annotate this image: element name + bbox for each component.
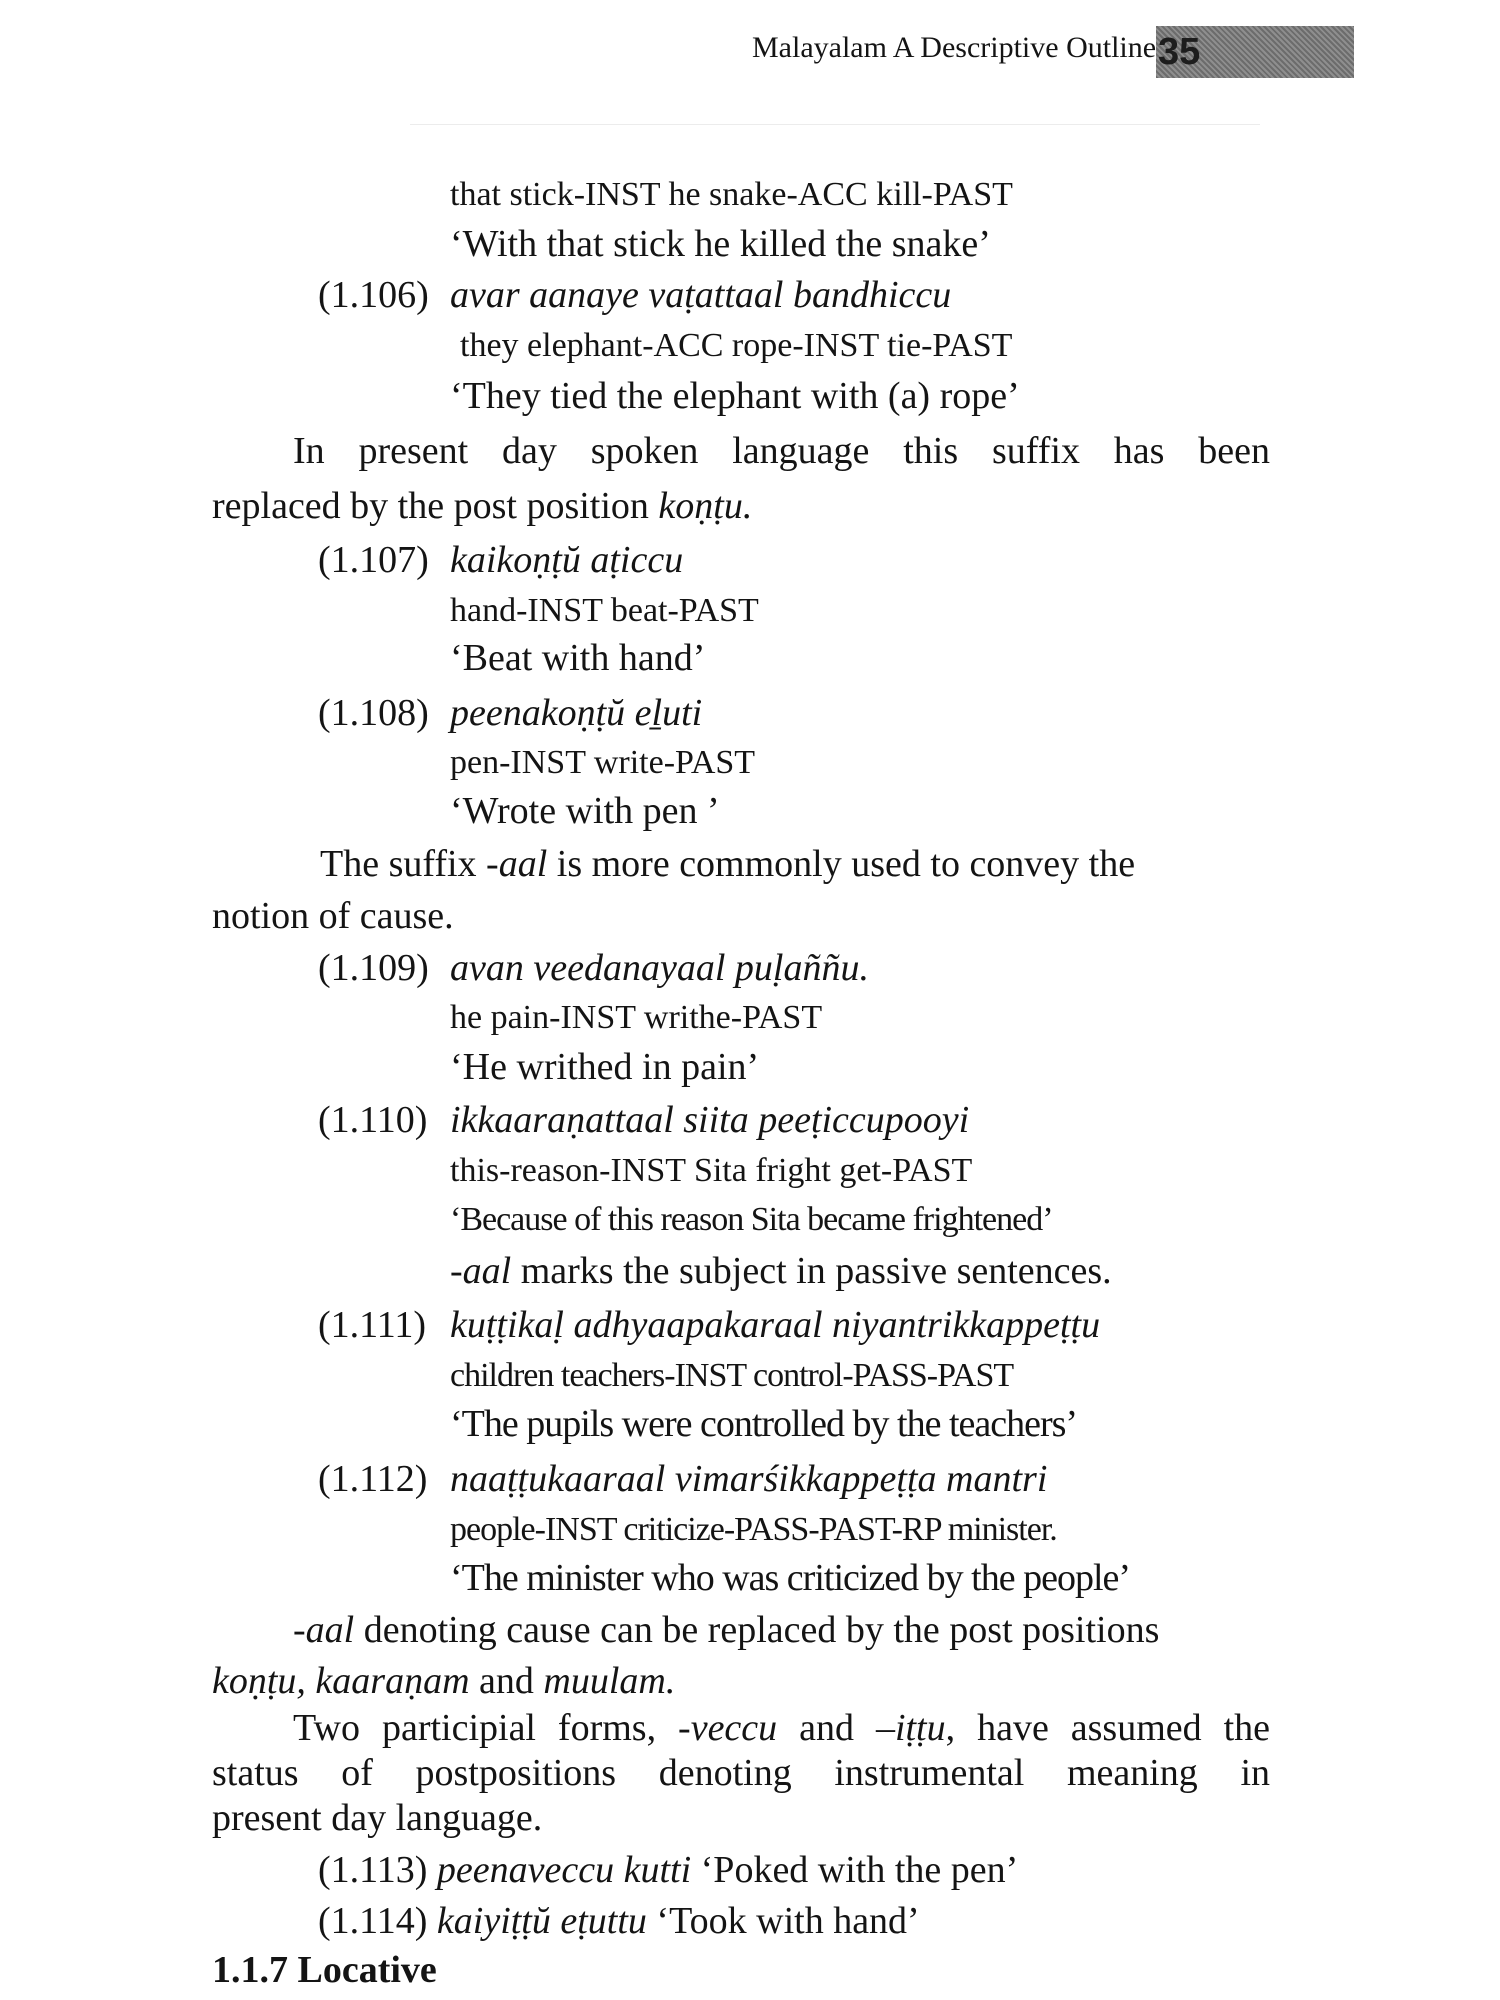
example-text-106: avar aanaye vaṭattaal bandhiccu	[450, 274, 952, 316]
example-text-107: kaikoṇṭŭ aṭiccu	[450, 539, 684, 581]
gloss-line-107: hand-INST beat-PAST	[450, 592, 759, 629]
italic-term: muulam.	[543, 1660, 676, 1702]
header-divider	[410, 124, 1260, 125]
note-line	[450, 1248, 1112, 1294]
example-text-110: ikkaaraṇattaal siita peeṭiccupooyi	[450, 1099, 970, 1141]
section-heading: 1.1.7 Locative	[212, 1949, 437, 1991]
example-text-114: kaiyiṭṭŭ eṭuttu	[436, 1900, 647, 1942]
paragraph-text: and	[777, 1707, 876, 1749]
example-text-109: avan veedanayaal puḷaññu.	[450, 947, 869, 989]
translation-108: ‘Wrote with pen ’	[450, 790, 720, 832]
example-number-110: (1.110)	[318, 1099, 428, 1141]
italic-term: -aal	[450, 1250, 512, 1292]
gloss-line-112: people-INST criticize-PASS-PAST-RP minister.	[450, 1511, 1057, 1548]
paragraph-line	[212, 1658, 675, 1704]
gloss-line-106: they elephant-ACC rope-INST tie-PAST	[460, 327, 1013, 364]
paragraph-text: and	[469, 1660, 544, 1702]
example-number-114: (1.114)	[318, 1900, 428, 1942]
example-text-113: peenaveccu kutti	[436, 1849, 692, 1891]
paragraph-line: notion of cause.	[212, 895, 454, 937]
example-number-111: (1.111)	[318, 1304, 426, 1346]
gloss-line-108: pen-INST write-PAST	[450, 744, 756, 781]
paragraph-text: is more commonly used to convey the	[547, 843, 1136, 885]
italic-term: koṇṭu, kaaraṇam	[212, 1660, 470, 1702]
translation-113: ‘Poked with the pen’	[691, 1849, 1019, 1891]
paragraph-text: Two participial forms,	[293, 1707, 679, 1749]
running-header-title: Malayalam A Descriptive Outline	[752, 31, 1157, 64]
example-number-112: (1.112)	[318, 1458, 428, 1500]
paragraph-text: replaced by the post position	[212, 485, 659, 527]
gloss-line-110: this-reason-INST Sita fright get-PAST	[450, 1152, 973, 1189]
paragraph-text: , have assumed the	[945, 1707, 1270, 1749]
translation-106: ‘They tied the elephant with (a) rope’	[450, 375, 1020, 417]
example-text-111: kuṭṭikaḷ adhyaapakaraal niyantrikkappeṭṭu	[450, 1304, 1101, 1346]
italic-term: -aal	[486, 843, 548, 885]
example-number-113: (1.113)	[318, 1849, 428, 1891]
italic-term: –iṭṭu	[875, 1707, 946, 1749]
translation-107: ‘Beat with hand’	[450, 637, 706, 679]
example-line-113	[318, 1847, 1018, 1893]
gloss-line-105: that stick-INST he snake-ACC kill-PAST	[450, 176, 1013, 213]
paragraph-text: denoting cause can be replaced by the post positions	[354, 1609, 1160, 1651]
translation-111: ‘The pupils were controlled by the teachers’	[450, 1403, 1078, 1445]
example-text-108: peenakoṇṭŭ eḻuti	[450, 692, 703, 734]
italic-term: -veccu	[678, 1707, 778, 1749]
paragraph-line: status of postpositions denoting instrumental meaning in	[212, 1752, 1270, 1794]
paragraph-line	[293, 1607, 1159, 1653]
example-number-107: (1.107)	[318, 539, 429, 581]
example-text-112: naaṭṭukaaraal vimarśikkappeṭṭa mantri	[450, 1458, 1048, 1500]
gloss-line-111: children teachers-INST control-PASS-PAST	[450, 1357, 1014, 1394]
page-number-badge: 35	[1156, 26, 1354, 78]
example-number-106: (1.106)	[318, 274, 429, 316]
translation-114: ‘Took with hand’	[646, 1900, 920, 1942]
paragraph-line	[212, 483, 752, 529]
note-text: marks the subject in passive sentences.	[511, 1250, 1112, 1292]
translation-109: ‘He writhed in pain’	[450, 1046, 760, 1088]
example-line-114	[318, 1898, 920, 1944]
translation-110: ‘Because of this reason Sita became frightened’	[450, 1201, 1053, 1238]
example-number-109: (1.109)	[318, 947, 429, 989]
paragraph-line	[320, 841, 1135, 887]
translation-112: ‘The minister who was criticized by the people’	[450, 1557, 1131, 1599]
paragraph-line: present day language.	[212, 1797, 543, 1839]
paragraph-text: The suffix	[320, 843, 487, 885]
italic-term: koṇṭu.	[658, 485, 753, 527]
paragraph-line	[293, 1705, 1270, 1751]
paragraph-line: In present day spoken language this suffix has been	[293, 430, 1270, 472]
italic-term: -aal	[293, 1609, 355, 1651]
gloss-line-109: he pain-INST writhe-PAST	[450, 999, 823, 1036]
translation-105: ‘With that stick he killed the snake’	[450, 223, 991, 265]
example-number-108: (1.108)	[318, 692, 429, 734]
